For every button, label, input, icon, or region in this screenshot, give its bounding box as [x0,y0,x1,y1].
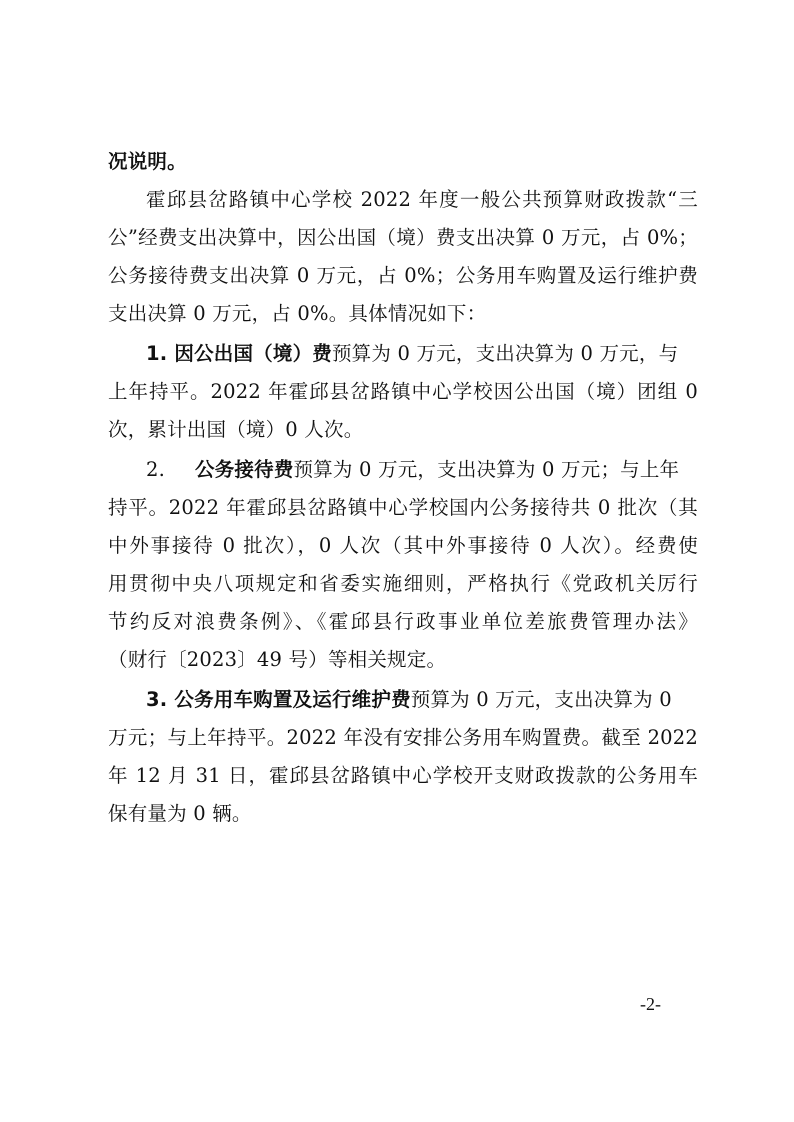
text-line [108,262,698,290]
text-line [108,800,698,828]
paragraph-text: 持平。2022 年霍邱县岔路镇中心学校国内公务接待共 0 批次（其 [108,496,698,519]
paragraph-text: 公务接待费支出决算 0 万元，占 0%；公务用车购置及运行维护费 [108,264,698,287]
section-heading-vehicles: 3. 公务用车购置及运行维护费 [146,688,411,711]
paragraph-text: 霍邱县岔路镇中心学校 2022 年度一般公共预算财政拨款“三 [146,188,698,211]
section-number: 2. [146,458,166,481]
paragraph-text: 用贯彻中央八项规定和省委实施细则，严格执行《党政机关厉行 [108,572,698,595]
paragraph-text: 上年持平。2022 年霍邱县岔路镇中心学校因公出国（境）团组 0 [108,380,698,403]
text-line [108,148,698,176]
paragraph-text: 预算为 0 万元，支出决算为 0 [410,688,672,711]
text-line [108,570,698,598]
paragraph-text: 公”经费支出决算中，因公出国（境）费支出决算 0 万元，占 0%； [108,226,698,249]
page-number: -2- [640,994,661,1014]
paragraph-text: 次，累计出国（境）0 人次。 [108,418,364,441]
text-line [108,494,698,522]
text-line [108,300,698,328]
paragraph-text: 保有量为 0 辆。 [108,802,252,825]
heading-continuation: 况说明。 [108,150,187,173]
paragraph-text: 万元；与上年持平。2022 年没有安排公务用车购置费。截至 2022 [108,726,698,749]
text-line [146,186,698,214]
paragraph-text: 节约反对浪费条例》、《霍邱县行政事业单位差旅费管理办法》 [108,610,698,633]
paragraph-text: 预算为 0 万元，支出决算为 0 万元；与上年 [293,458,680,481]
paragraph-text: （财行〔2023〕49 号）等相关规定。 [108,648,447,671]
section-heading-reception: 公务接待费 [195,458,294,481]
text-line [108,724,698,752]
paragraph-text: 预算为 0 万元，支出决算为 0 万元，与 [331,342,679,365]
text-line [146,456,698,484]
paragraph-text: 支出决算 0 万元，占 0%。具体情况如下： [108,302,487,325]
text-line [108,416,698,444]
text-line [108,646,698,674]
section-heading-overseas: 1. 因公出国（境）费 [146,342,332,365]
text-line [108,762,698,790]
text-line [146,340,698,368]
text-line [108,378,698,406]
text-line [108,608,698,636]
paragraph-text: 年 12 月 31 日，霍邱县岔路镇中心学校开支财政拨款的公务用车 [108,764,698,787]
paragraph-text: 中外事接待 0 批次），0 人次（其中外事接待 0 人次）。经费使 [108,534,698,557]
text-line [108,224,698,252]
text-line [108,532,698,560]
text-line [146,686,698,714]
